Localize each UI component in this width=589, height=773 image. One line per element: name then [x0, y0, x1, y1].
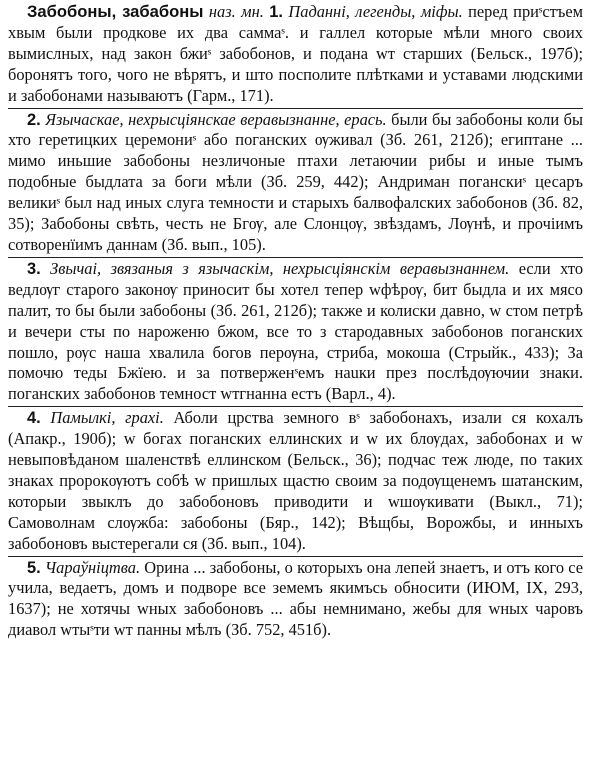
sense-definition: Памылкі, грахі. — [50, 408, 164, 428]
sense-number: 4. — [27, 409, 41, 428]
sense-definition: Чараўніцтва. — [44, 557, 141, 577]
sense-definition: Язычаскае, нехрысціянскае веравызнанне, ерась. — [45, 109, 387, 129]
entry-sense-1 — [8, 2, 583, 108]
dictionary-page — [8, 2, 583, 771]
headword: Забобоны, забабоны — [27, 2, 204, 21]
sense-citations: если хто ведлѹг старого законѹ приносит бы хотел тепер wфѣрѹ, бит быдла и их мясо палит, то бы были забобоны (Зб. 261, 212б); также и колиски давно, w стом петрѣ и вечери сты по нароженю бжом, все то з стародавных забобонов поганских пошло, рѹс наша хвалила богов перѹна, стриба, мокоша (Стрыйк., 433); За помочю теды Бжїею. и за потверженˢемъ наuки през послѣдѹючии знаки. поганских забобонов темност wтгнанна естъ (Варл., 4). — [8, 258, 584, 404]
entry-sense-5 — [8, 556, 583, 643]
sense-citations: были бы забобоны коли бы хто геретицких церемониˢ або поганских ѹживал (Зб. 261, 212б); египтане ... мимо иньшие забобоны незличоные птахи летаючии рибы и иные тымъ подобные быдлата за боги мѣли (Зб. 259, 442); Андриман поганскиˢ цесаръ великиˢ был над иных слуга темности и старыхъ балвофалских забобонов (Зб. 82, 35); Забобоны свѣть, честь не Бгѹ, але Слонцѹ, звѣздамъ, Лѹнѣ, и прочіимъ сотворенїимъ даннам (Зб. вып., 105). — [8, 109, 583, 254]
sense-number: 5. — [27, 558, 41, 577]
sense-citations: Орина ... забобоны, о которыхъ она лепей знаетъ, и отъ кого се учила, ведаетъ, домъ и подворе все земемъ якимъсь обносити (ИЮМ, IX, 293, 1637); не хотячы wных забобоновъ ... абы немнимано, жебы для wных чаровъ диавол wтыˢти wт панны мѣлъ (Зб. 752, 451б). — [8, 557, 583, 640]
sense-number: 2. — [27, 110, 41, 129]
sense-citations: перед приˢстъем хвым были продкове их два саммаˢ. и галлел которые мѣли много своих вымислных, над закон бжиˢ забобонов, и подана wт старших (Бельск., 197б); боронятъ того, чого не вѣрятъ, и што посполите плѣтками и уставами людскими и забобонами называютъ (Гарм., 171). — [8, 2, 583, 105]
grammar-label: наз. мн. — [208, 2, 264, 21]
sense-number: 1. — [269, 3, 283, 21]
sense-citations: Аболи црства земного вˢ забобонахъ, изали ся кохалъ (Апакр., 190б); w богах поганских еллинских и w их блѹдах, забобонах и w невыповѣданом шаленствѣ еллинском (Бельск., 36); подчас теж люде, по таких знаках пророкѹютъ собѣ w пришлых щастю своим за подѹщенемъ шатанским, которыи звыклъ до забобоновъ приводити и wшѹкивати (Выкл., 71); Самоволнам слѹжба: забобоны (Бяр., 142); Вѣщбы, Ворожбы, и инныхъ забобоновъ выстерегали ся (Зб. вып., 104). — [8, 408, 583, 553]
sense-definition: Звычаі, звязаныя з язычаскім, нехрысціянскім веравызнаннем. — [50, 258, 510, 278]
sense-number: 3. — [27, 259, 41, 278]
entry-sense-3 — [8, 257, 583, 406]
sense-definition: Паданні, легенды, міфы. — [288, 2, 463, 21]
entry-sense-2 — [8, 108, 583, 257]
entry-sense-4 — [8, 406, 583, 555]
